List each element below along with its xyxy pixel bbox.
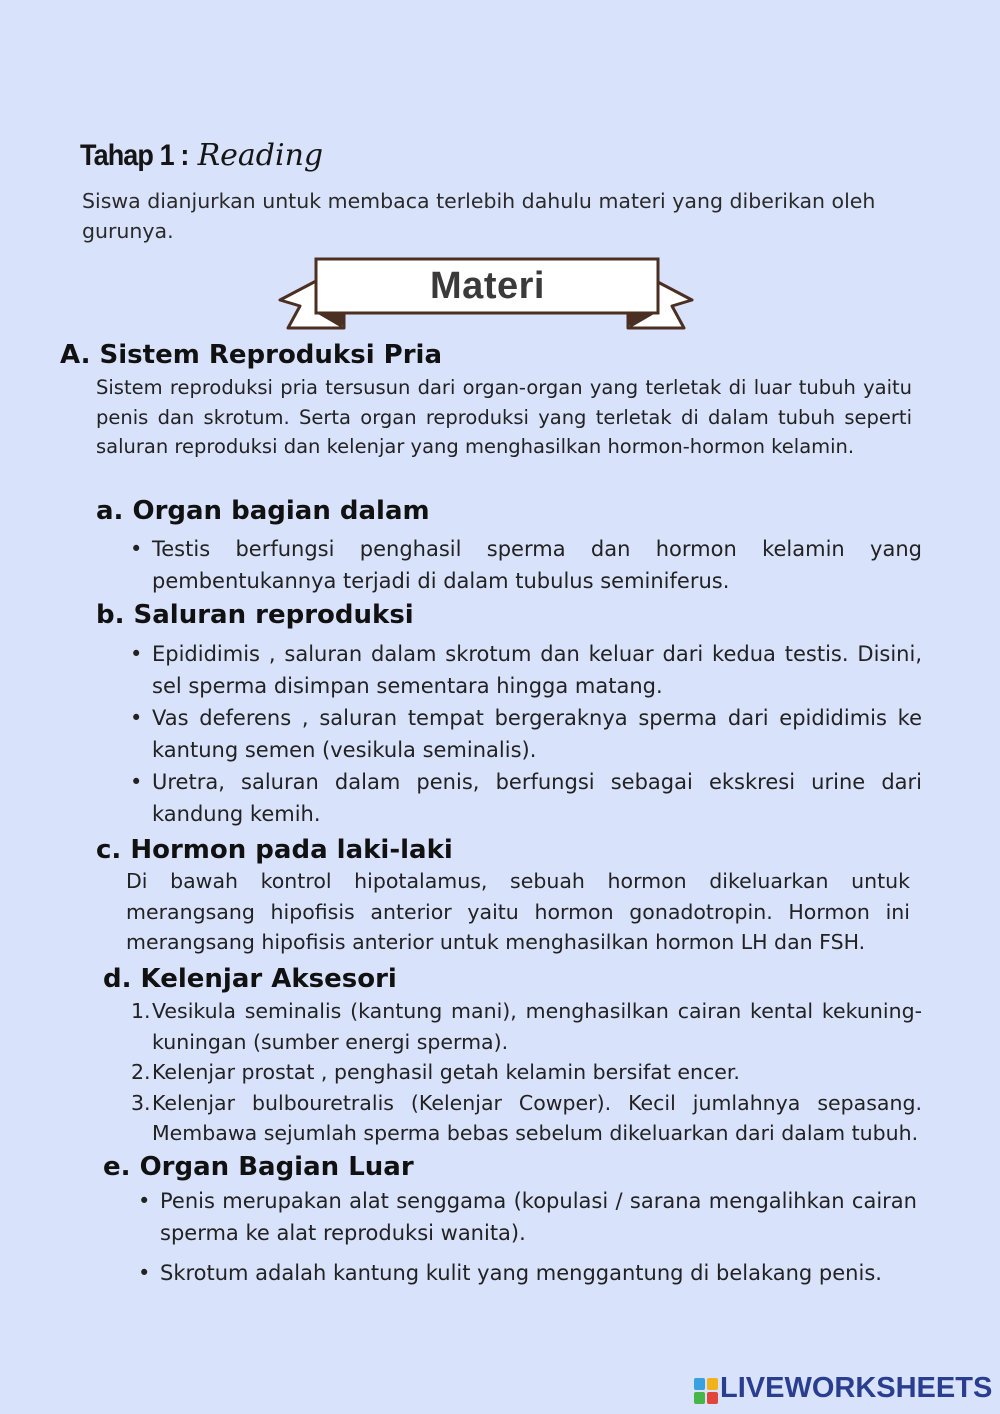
list-item: • Penis merupakan alat senggama (kopulasi / sarana mengalihkan cairan sperma ke alat reproduksi wanita). bbox=[160, 1185, 917, 1249]
bullet-icon: • bbox=[130, 706, 143, 730]
list-item: • Vas deferens , saluran tempat bergeraknya sperma dari epididimis ke kantung semen (vesikula seminalis). bbox=[152, 702, 922, 766]
bullet-icon: • bbox=[138, 1189, 151, 1213]
stage-title bbox=[80, 138, 480, 188]
section-a-body: Sistem reproduksi pria tersusun dari organ-organ yang terletak di luar tubuh yaitu penis dan skrotum. Serta organ reproduksi yang terletak di dalam tubuh seperti saluran reproduksi dan kelenjar yang menghasilkan hormon-hormon kelamin. bbox=[96, 376, 912, 458]
stage-word: Reading bbox=[197, 138, 324, 173]
liveworksheets-logo-icon bbox=[694, 1378, 718, 1404]
list-item: • Testis berfungsi penghasil sperma dan hormon kelamin yang pembentukannya terjadi di dalam tubulus seminiferus. bbox=[152, 533, 922, 597]
subsection-a-heading: a. Organ bagian dalam bbox=[96, 496, 430, 526]
subsection-b-list bbox=[130, 638, 922, 830]
subsection-a-list bbox=[130, 533, 922, 597]
subsection-d-heading: d. Kelenjar Aksesori bbox=[103, 964, 397, 994]
list-item: • Uretra, saluran dalam penis, berfungsi sebagai ekskresi urine dari kandung kemih. bbox=[152, 766, 922, 830]
list-item: 3. Kelenjar bulbouretralis (Kelenjar Cowper). Kecil jumlahnya sepasang. Membawa sejumlah sperma bebas sebelum dikeluarkan dari dalam tubuh. bbox=[131, 1090, 922, 1145]
banner-label: Materi bbox=[430, 265, 545, 307]
stage-label: Tahap 1 : bbox=[80, 139, 189, 172]
bullet-icon: • bbox=[138, 1261, 151, 1285]
bullet-icon: • bbox=[130, 770, 143, 794]
subsection-c-body: Di bawah kontrol hipotalamus, sebuah hormon dikeluarkan untuk merangsang hipofisis anterior yaitu hormon gonadotropin. Hormon ini merangsang hipofisis anterior untuk menghasilkan hormon LH dan FSH. bbox=[126, 869, 910, 954]
list-item: • Epididimis , saluran dalam skrotum dan keluar dari kedua testis. Disini, sel sperma disimpan sementara hingga matang. bbox=[152, 638, 922, 702]
bullet-icon: • bbox=[130, 642, 143, 666]
subsection-e-list bbox=[138, 1185, 917, 1289]
bullet-icon: • bbox=[130, 537, 143, 561]
subsection-b-heading: b. Saluran reproduksi bbox=[96, 600, 414, 630]
subsection-c-heading: c. Hormon pada laki-laki bbox=[96, 835, 453, 865]
list-item: • Skrotum adalah kantung kulit yang menggantung di belakang penis. bbox=[160, 1257, 917, 1289]
intro-text: Siswa dianjurkan untuk membaca terlebih dahulu materi yang diberikan oleh gurunya. bbox=[82, 189, 876, 243]
subsection-e-heading: e. Organ Bagian Luar bbox=[103, 1152, 414, 1182]
liveworksheets-logo-text[interactable]: LIVEWORKSHEETS bbox=[720, 1372, 993, 1404]
list-item: 2. Kelenjar prostat , penghasil getah kelamin bersifat encer. bbox=[131, 1060, 740, 1084]
list-item: 1. Vesikula seminalis (kantung mani), menghasilkan cairan kental kekuning-kuningan (sumber energi sperma). bbox=[131, 999, 922, 1054]
section-a-heading: A. Sistem Reproduksi Pria bbox=[60, 340, 442, 370]
subsection-d-list bbox=[131, 996, 922, 1149]
